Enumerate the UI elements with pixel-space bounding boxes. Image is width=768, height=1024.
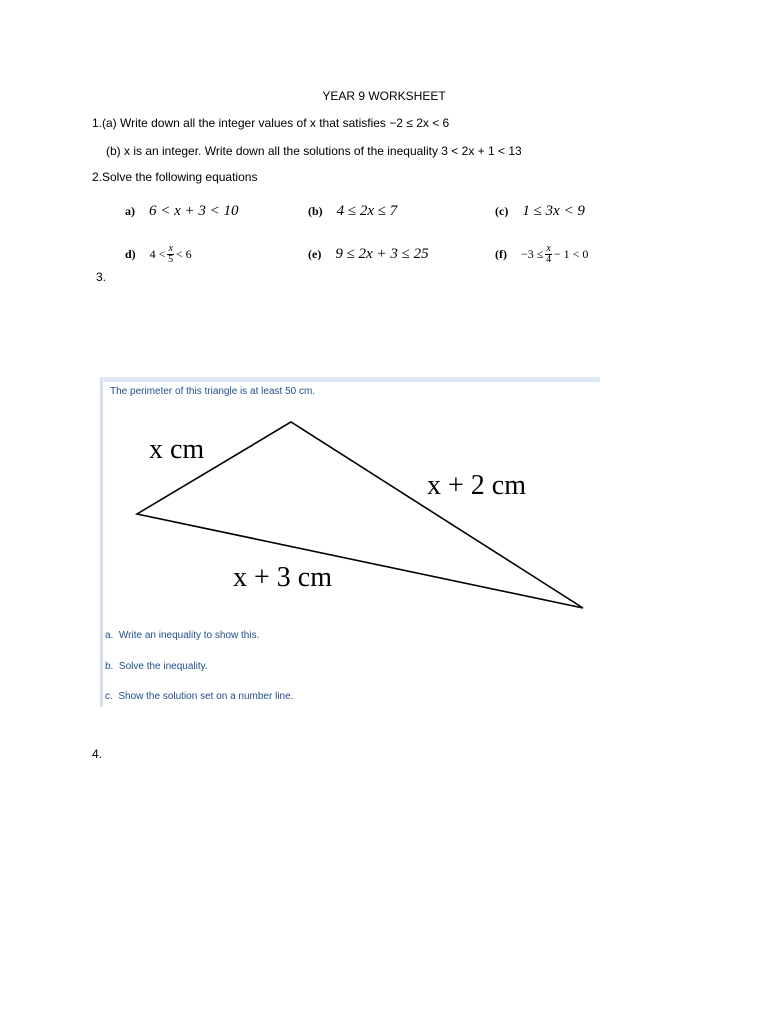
list-text: Solve the inequality. [118,661,208,672]
list-text: Write an inequality to show this. [118,630,260,641]
equation-label: (f) [495,246,507,261]
equation-right: < 6 [175,246,192,261]
equation-label: a) [125,204,135,218]
question-4-number: 4. [92,747,103,761]
question-3-number: 3. [96,270,107,284]
triangle-side-label-bottom: x + 3 cm [233,562,332,593]
fraction-denominator: 5 [168,254,174,265]
triangle-caption: The perimeter of this triangle is at least 50 cm. [110,386,316,397]
equation-expression: 9 ≤ 2x + 3 ≤ 25 [335,246,429,262]
question-1a: 1.(a) Write down all the integer values of x that satisfies −2 ≤ 2x < 6 [92,116,450,130]
list-text: Show the solution set on a number line. [118,691,294,702]
fraction-denominator: 4 [546,254,552,265]
fraction [545,244,551,265]
equation-label: (c) [495,204,509,218]
fraction-numerator: x [546,243,551,254]
question-1b: (b) x is an integer. Write down all the solutions of the inequality 3 < 2x + 1 < 13 [106,144,522,158]
equation-b [308,203,397,220]
equation-right: − 1 < 0 [553,246,589,261]
equation-expression: 1 ≤ 3x < 9 [522,203,585,219]
equation-c [495,203,585,220]
equation-f [495,244,588,265]
equation-expression: 6 < x + 3 < 10 [149,203,239,219]
list-marker: b. [105,661,114,672]
equation-d [125,244,192,265]
list-marker: c. [105,691,113,702]
equation-label: (b) [308,204,323,218]
page-title: YEAR 9 WORKSHEET [322,89,446,103]
triangle-side-label-right: x + 2 cm [427,470,526,501]
triangle-side-label-left: x cm [149,434,205,465]
question-2-heading: 2.Solve the following equations [92,170,258,184]
question-3-part-a [105,630,259,641]
equation-a [125,203,239,220]
triangle-figure [103,382,600,707]
fraction [167,244,173,265]
question-3-part-b [105,661,208,672]
equation-e [308,246,429,263]
equation-label: d) [125,246,136,261]
triangle-problem-image [100,377,600,707]
equation-expression: 4 ≤ 2x ≤ 7 [336,203,398,219]
fraction-numerator: x [168,243,173,254]
list-marker: a. [105,630,114,641]
equation-label: (e) [308,247,322,261]
equation-left: 4 < [149,246,166,261]
question-3-part-c [105,691,293,702]
equation-left: −3 ≤ [521,246,544,261]
